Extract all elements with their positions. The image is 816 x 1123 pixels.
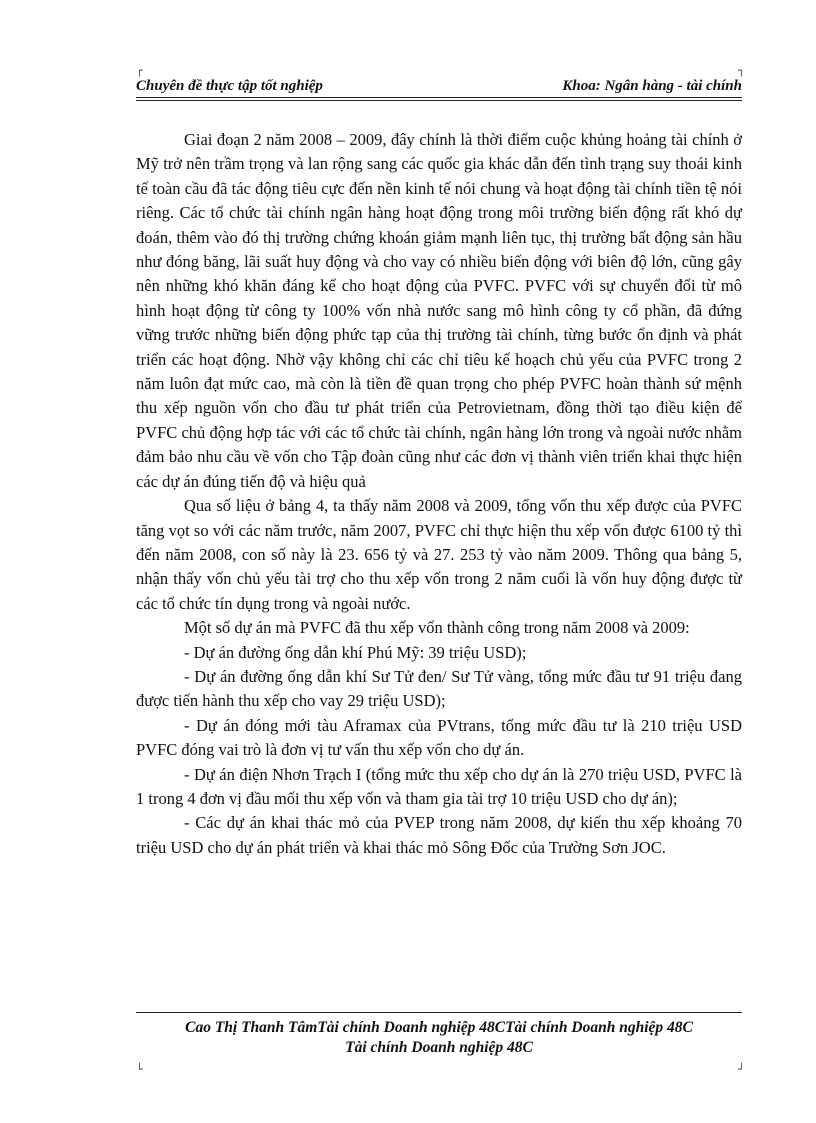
page-header — [136, 74, 742, 96]
header-divider — [136, 97, 742, 101]
page-body — [136, 128, 742, 860]
corner-mark-top-right: ┐ — [738, 64, 745, 77]
footer-author-line: Cao Thị Thanh TâmTài chính Doanh nghiệp 48CTài chính Doanh nghiệp 48C — [185, 1019, 693, 1036]
paragraph: Giai đoạn 2 năm 2008 – 2009, đây chính là thời điểm cuộc khủng hoảng tài chính ở Mỹ trở nên trầm trọng và lan rộng sang các quốc gia khác dẫn đến tình trạng suy thoái kinh tế toàn cầu đã tác động tiêu cực đến nền kinh tế nói chung và hoạt động tài chính tiền tệ nói riêng. Các tổ chức tài chính ngân hàng hoạt động trong môi trường biến động rất khó dự đoán, thêm vào đó thị trường chứng khoán giảm mạnh liên tục, thị trường bất động sản hầu như đóng băng, lãi suất huy động và cho vay có nhiều biến động với biên độ lớn, cũng gây nên những khó khăn đáng kể cho hoạt động của PVFC. PVFC với sự chuyển đổi từ mô hình hoạt động từ công ty 100% vốn nhà nước sang mô hình công ty cổ phần, đã đứng vững trước những biến động phức tạp của thị trường tài chính, từng bước ổn định và phát triển các hoạt động. Nhờ vậy không chỉ các chỉ tiêu kế hoạch chủ yếu của PVFC trong 2 năm luôn đạt mức cao, mà còn là tiền đề quan trọng cho phép PVFC hoàn thành sứ mệnh thu xếp nguồn vốn cho đầu tư phát triển của Petrovietnam, đồng thời tạo điều kiện để PVFC chủ động hợp tác với các tổ chức tài chính, ngân hàng lớn trong và ngoài nước nhằm đảm bảo nhu cầu về vốn cho Tập đoàn cũng như các đơn vị thành viên triển khai thực hiện các dự án đúng tiến độ và hiệu quả — [136, 130, 742, 491]
list-item: - Các dự án khai thác mỏ của PVEP trong năm 2008, dự kiến thu xếp khoảng 70 triệu USD cho dự án phát triển và khai thác mỏ Sông Đốc của Trường Sơn JOC. — [136, 813, 742, 857]
list-item: - Dự án đóng mới tàu Aframax của PVtrans, tổng mức đầu tư là 210 triệu USD PVFC đóng vai trò là đơn vị tư vấn thu xếp vốn cho dự án. — [136, 715, 742, 760]
header-right-department: Khoa: Ngân hàng - tài chính — [562, 78, 742, 94]
paragraph: Qua số liệu ở bảng 4, ta thấy năm 2008 và 2009, tổng vốn thu xếp được của PVFC tăng vọt so với các năm trước, năm 2007, PVFC chỉ thực hiện thu xếp vốn được 6100 tỷ thì đến năm 2008, con số này là 23. 656 tỷ và 27. 253 tỷ vào năm 2009. Thông qua bảng 5, nhận thấy vốn chủ yếu tài trợ cho thu xếp vốn trong 2 năm cuối là vốn huy động được từ các tổ chức tín dụng trong và ngoài nước. — [136, 496, 742, 613]
corner-mark-bottom-right: ┘ — [738, 1063, 745, 1076]
corner-mark-top-left: ┌ — [136, 64, 143, 77]
footer-class-line: Tài chính Doanh nghiệp 48C — [345, 1039, 533, 1056]
list-item: - Dự án đường ống dẫn khí Sư Tử đen/ Sư Tử vàng, tổng mức đầu tư 91 triệu đang được tiến hành thu xếp cho vay 29 triệu USD); — [136, 666, 742, 711]
corner-mark-bottom-left: └ — [136, 1063, 143, 1076]
header-left-title: Chuyên đề thực tập tốt nghiệp — [136, 78, 323, 94]
page-footer — [136, 1018, 742, 1058]
footer-divider — [136, 1012, 742, 1013]
paragraph: Một số dự án mà PVFC đã thu xếp vốn thành công trong năm 2008 và 2009: — [184, 618, 690, 638]
list-item: - Dự án điện Nhơn Trạch I (tổng mức thu xếp cho dự án là 270 triệu USD, PVFC là 1 trong 4 đơn vị đầu mối thu xếp vốn và tham gia tài trợ 10 triệu USD cho dự án); — [136, 764, 742, 808]
list-item: - Dự án đường ống dẫn khí Phú Mỹ: 39 triệu USD); — [184, 642, 527, 662]
